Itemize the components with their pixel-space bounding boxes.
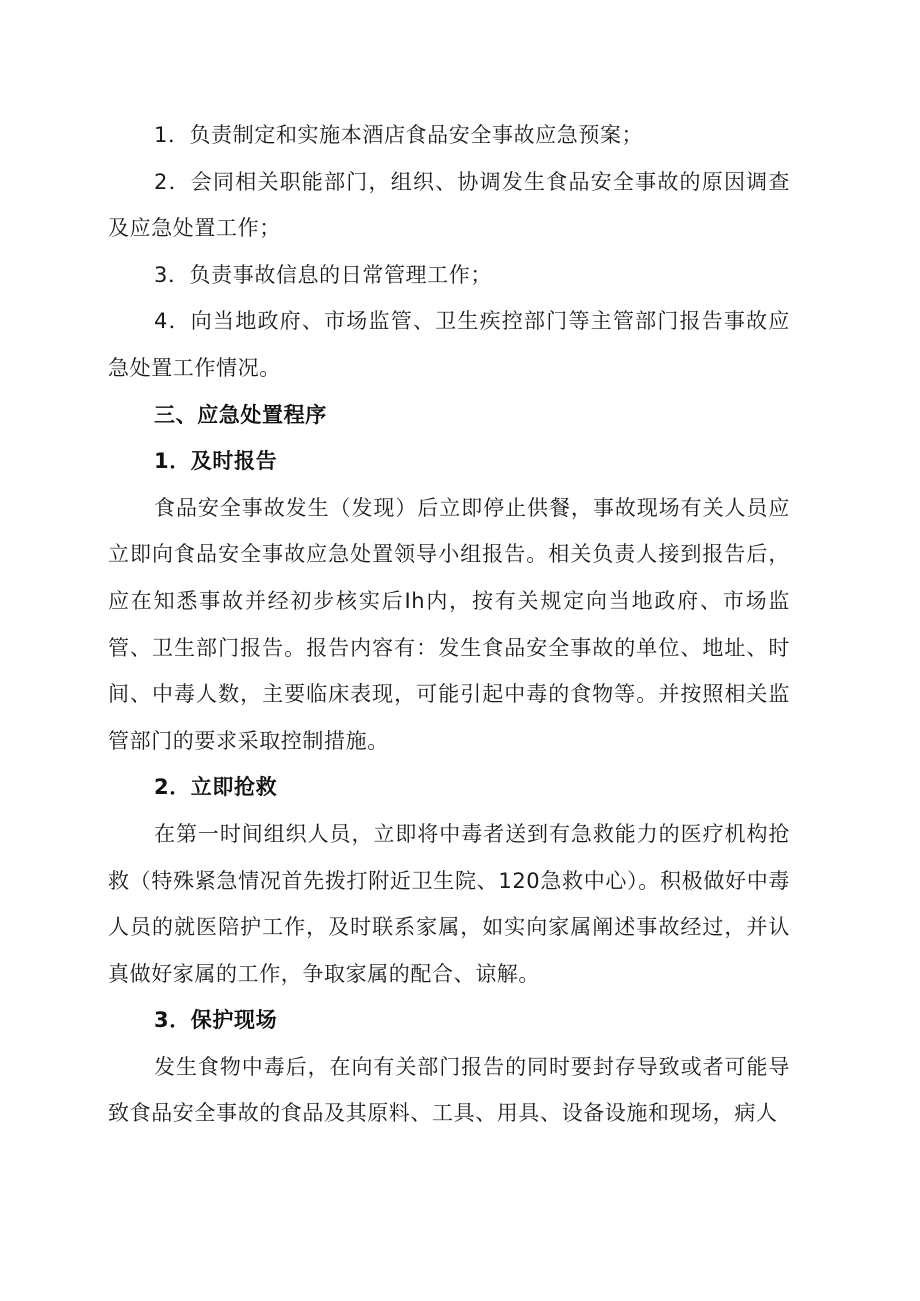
- step-heading-protect-scene: 3．保护现场: [154, 1008, 278, 1033]
- duty-item-3: 3．负责事故信息的日常管理工作；: [154, 262, 492, 287]
- duty-item-1: 1．负责制定和实施本酒店食品安全事故应急预案；: [154, 123, 644, 147]
- duty-item-2: 2．会同相关职能部门，组织、协调发生食品安全事故的原因调查及应急处置工作；: [108, 169, 790, 241]
- section-heading-emergency-procedure: 三、应急处置程序: [154, 402, 327, 427]
- step-heading-timely-report: 1．及时报告: [154, 449, 278, 474]
- duty-item-4: 4．向当地政府、市场监管、卫生疾控部门等主管部门报告事故应急处置工作情况。: [108, 309, 790, 380]
- document-body: [108, 112, 790, 1137]
- step-heading-immediate-rescue: 2．立即抢救: [154, 775, 278, 800]
- step-body-protect-scene: 发生食物中毒后，在向有关部门报告的同时要封存导致或者可能导致食品安全事故的食品及其原料、工具、用具、设备设施和现场，病人: [108, 1054, 790, 1126]
- step-body-immediate-rescue: 在第一时间组织人员，立即将中毒者送到有急救能力的医疗机构抢救（特殊紧急情况首先拨打附近卫生院、120急救中心）。积极做好中毒人员的就医陪护工作，及时联系家属，如实向家属阐述事故经过，并认真做好家属的工作，争取家属的配合、谅解。: [108, 821, 790, 986]
- step-body-timely-report: 食品安全事故发生（发现）后立即停止供餐，事故现场有关人员应立即向食品安全事故应急处置领导小组报告。相关负责人接到报告后，应在知悉事故并经初步核实后Ih内，按有关规定向当地政府、市场监管、卫生部门报告。报告内容有：发生食品安全事故的单位、地址、时间、中毒人数，主要临床表现，可能引起中毒的食物等。并按照相关监管部门的要求采取控制措施。: [108, 495, 790, 753]
